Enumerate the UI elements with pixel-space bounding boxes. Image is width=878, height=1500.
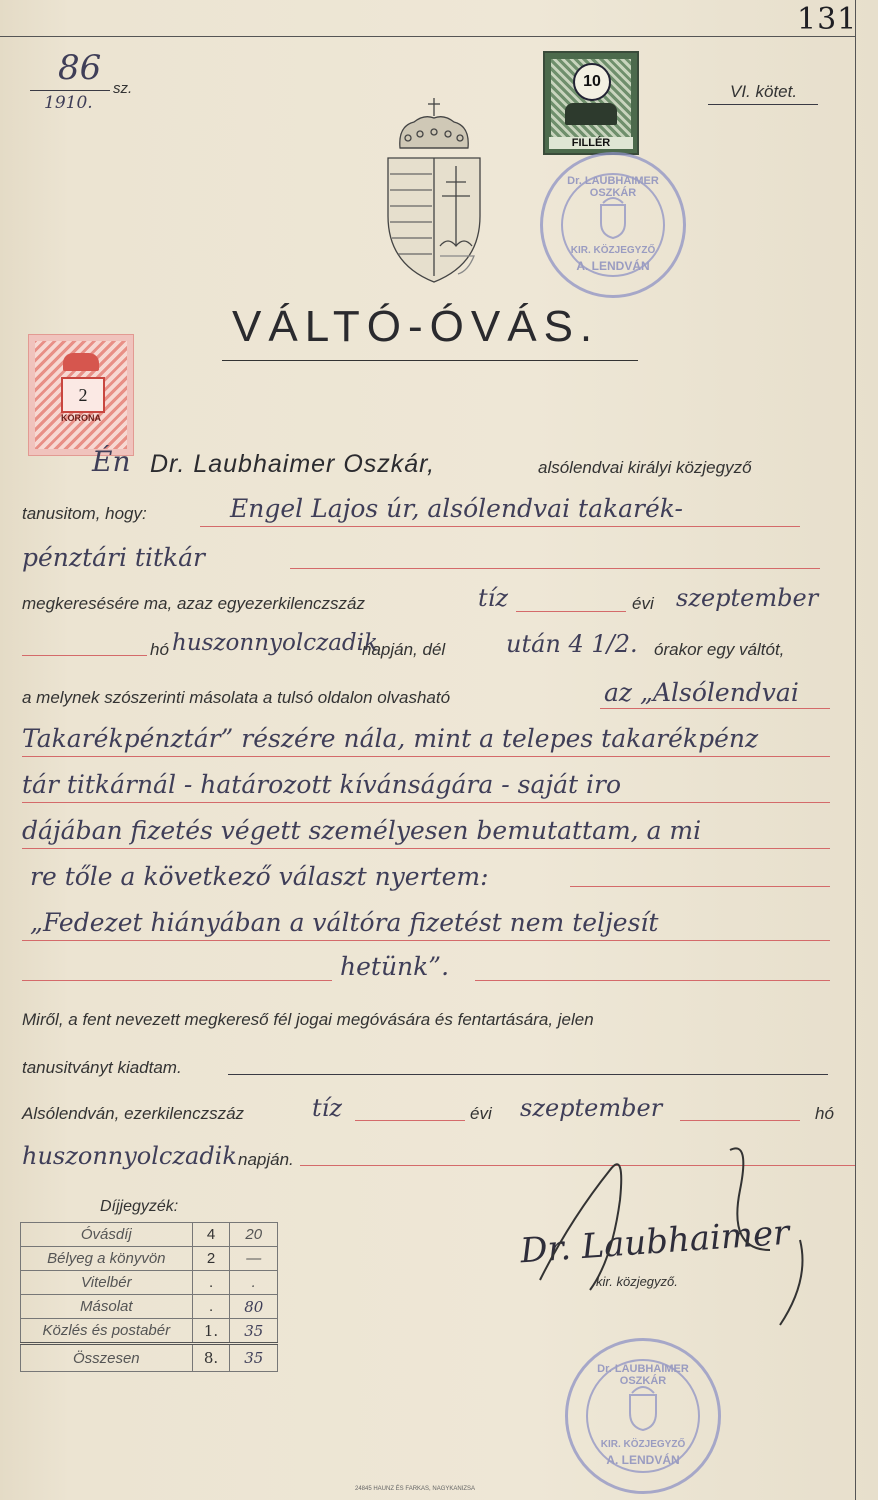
document-number: 86: [58, 48, 102, 88]
red-rule-10: [22, 940, 830, 941]
fee-filler: 80: [230, 1295, 278, 1319]
fee-label: Bélyeg a könyvön: [21, 1247, 193, 1271]
orakor-label: órakor egy váltót,: [654, 640, 785, 659]
hand-en: Én: [92, 445, 131, 478]
fee-label: Másolat: [21, 1295, 193, 1319]
red-rule-5: [600, 708, 830, 709]
table-row: [21, 1319, 278, 1344]
notary-seal-bottom: [565, 1338, 721, 1494]
red-rule-11: [22, 980, 332, 981]
fee-korona: 2: [192, 1247, 230, 1271]
hand-month: szeptember: [676, 584, 819, 612]
total-korona: 8.: [192, 1344, 230, 1372]
total-label: Összesen: [21, 1344, 193, 1372]
total-filler: 35: [230, 1344, 278, 1372]
crown-icon: [63, 353, 99, 371]
filler-label: FILLÉR: [549, 137, 633, 149]
fees-table: [20, 1222, 278, 1372]
hand-line-3: az „Alsólendvai: [604, 678, 799, 707]
seal-text-mid: KIR. KÖZJEGYZŐ: [570, 245, 656, 256]
red-rule-12: [475, 980, 830, 981]
notary-seal-top: [540, 152, 686, 298]
korona-label: KORONA: [61, 413, 101, 423]
document-title: VÁLTÓ-ÓVÁS.: [232, 302, 600, 351]
red-rule-2: [290, 568, 820, 569]
volume-underline: [708, 104, 818, 105]
hand-line-1: Engel Lajos úr, alsólendvai takarék-: [230, 494, 683, 523]
hand-line-4: Takarékpénztár” részére nála, mint a telepes takarékpénz: [22, 724, 759, 753]
ho-label-2: hó: [815, 1104, 834, 1123]
fee-filler: .: [230, 1271, 278, 1295]
fee-label: Óvásdíj: [21, 1223, 193, 1247]
seal-text-bottom: A. LENDVÁN: [606, 1453, 680, 1467]
hand-day: huszonnyolczadik: [172, 630, 378, 656]
table-row: [21, 1271, 278, 1295]
hand-day-2: huszonnyolczadik: [22, 1142, 237, 1170]
seal-text-mid: KIR. KÖZJEGYZŐ: [600, 1439, 686, 1450]
hand-line-8: „Fedezet hiányában a váltóra fizetést nem teljesít: [30, 908, 659, 937]
red-rule-8: [22, 848, 830, 849]
fees-title: Díjjegyzék:: [100, 1198, 179, 1215]
hand-year: tíz: [478, 584, 508, 612]
hand-year-2: tíz: [312, 1094, 342, 1122]
table-row: [21, 1295, 278, 1319]
volume-label: VI. kötet.: [730, 82, 798, 101]
seal-text-top: Dr. LAUBHAIMER OSZKÁR: [567, 175, 659, 199]
mirol-line-2: tanusitványt kiadtam.: [22, 1058, 182, 1077]
seal-text-bottom: A. LENDVÁN: [576, 259, 650, 273]
table-row: [21, 1247, 278, 1271]
fee-korona: .: [192, 1271, 230, 1295]
hand-time: után 4 1/2.: [506, 630, 638, 658]
notary-name: Dr. Laubhaimer Oszkár,: [150, 450, 436, 478]
red-rule-6: [22, 756, 830, 757]
page-number: 131: [797, 2, 858, 37]
fee-korona: 4: [192, 1223, 230, 1247]
signature: Dr. Laubhaimer: [518, 1212, 791, 1272]
ho-label: hó: [150, 640, 169, 659]
evi-label-2: évi: [470, 1104, 492, 1123]
fee-filler: 20: [230, 1223, 278, 1247]
seal-arms-icon: [597, 193, 629, 239]
fee-label: Közlés és postabér: [21, 1319, 193, 1344]
table-row-total: [21, 1344, 278, 1372]
table-row: [21, 1223, 278, 1247]
megkeresesere-label: megkeresésére ma, azaz egyezerkilenczszáz: [22, 594, 365, 613]
korona-value: 2: [61, 377, 105, 413]
seal-text-top: Dr. LAUBHAIMER OSZKÁR: [597, 1363, 689, 1387]
red-rule-3: [516, 611, 626, 612]
red-rule-1: [200, 526, 800, 527]
fee-filler: —: [230, 1247, 278, 1271]
signature-flourish-icon: [500, 1130, 820, 1330]
hand-line-2: pénztári titkár: [22, 543, 206, 572]
title-underline: [222, 360, 638, 361]
document-year: 1910.: [44, 93, 93, 113]
place-label: Alsólendván, ezerkilenczszáz: [22, 1104, 245, 1123]
filler-value: 10: [573, 63, 611, 101]
right-rule: [855, 0, 856, 1500]
fee-korona: .: [192, 1295, 230, 1319]
hand-line-9: hetünk”.: [340, 952, 450, 981]
hand-month-2: szeptember: [520, 1094, 663, 1122]
mirol-line-1: Miről, a fent nevezett megkereső fél jogai megóvására és fentartására, jelen: [22, 1010, 594, 1029]
korona-revenue-stamp: [28, 334, 134, 456]
crown-icon: [565, 103, 617, 125]
red-rule-7: [22, 802, 830, 803]
red-rule-13: [355, 1120, 465, 1121]
napjan-label: napján, dél: [362, 640, 446, 659]
red-rule-9: [570, 886, 830, 887]
fee-korona: 1.: [192, 1319, 230, 1344]
red-rule-14: [680, 1120, 800, 1121]
hand-line-6: dájában fizetés végett személyesen bemutattam, a mi: [22, 816, 702, 845]
signature-caption: kir. közjegyző.: [596, 1274, 678, 1289]
number-suffix: sz.: [113, 80, 133, 97]
red-rule-4: [22, 655, 147, 656]
coat-of-arms-icon: [378, 96, 490, 288]
number-underline: [30, 90, 110, 91]
fee-filler: 35: [230, 1319, 278, 1344]
top-rule: [0, 36, 855, 37]
hand-line-5: tár titkárnál - határozott kívánságára - saját iro: [22, 770, 621, 799]
notary-role: alsólendvai királyi közjegyző: [538, 458, 752, 477]
seal-arms-icon: [626, 1381, 660, 1431]
napjan-label-2: napján.: [238, 1150, 294, 1169]
hand-line-7: re tőle a következő választ nyertem:: [30, 862, 489, 891]
printer-imprint: 24845 HAUNZ ÉS FARKAS, NAGYKANIZSA: [355, 1486, 476, 1492]
a-melynek-label: a melynek szószerinti másolata a tulsó oldalon olvasható: [22, 688, 451, 707]
evi-label: évi: [632, 594, 654, 613]
tanusitom-label: tanusitom, hogy:: [22, 504, 147, 523]
filler-revenue-stamp: [543, 51, 639, 155]
mirol-rule: [228, 1074, 828, 1075]
fee-label: Vitelbér: [21, 1271, 193, 1295]
